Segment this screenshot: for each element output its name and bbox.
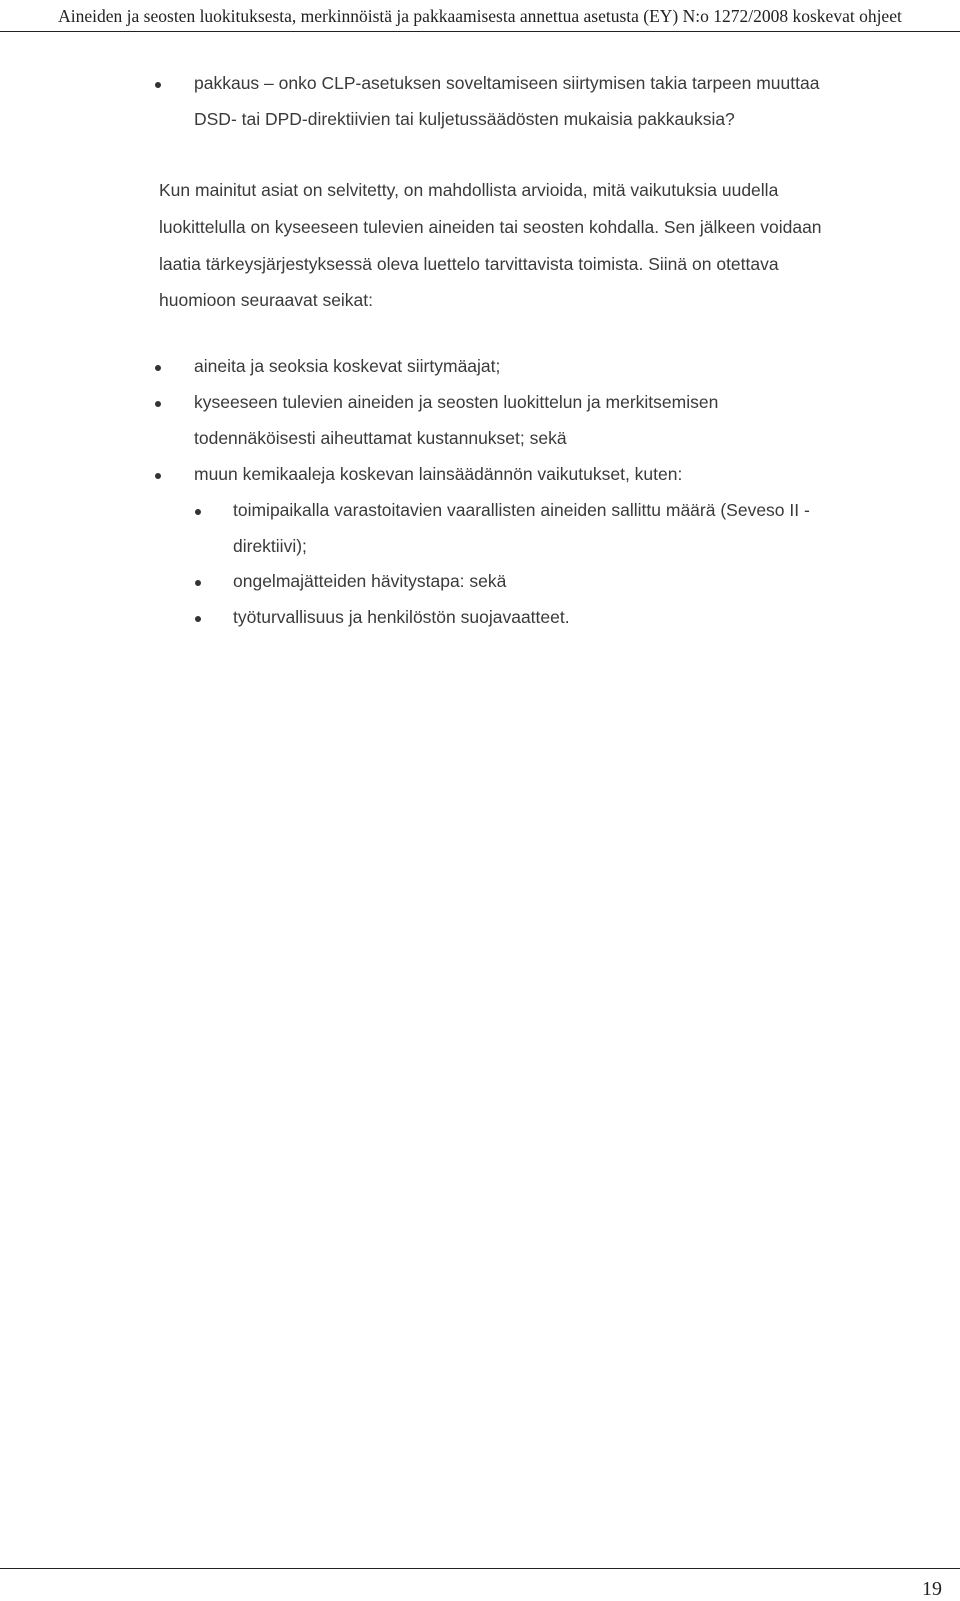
footer-divider [0,1568,960,1569]
paragraph-line: huomioon seuraavat seikat: [159,290,374,311]
list-item-other-legislation [194,456,954,492]
paragraph-line: laatia tärkeysjärjestyksessä oleva luettelo tarvittavista toimista. Siinä on otettava [159,253,779,274]
paragraph-line: Kun mainitut asiat on selvitetty, on mahdollista arvioida, mitä vaikutuksia uudella [159,180,779,200]
bullet-icon [155,365,161,371]
page-number: 19 [922,1578,942,1600]
bullet-icon [195,616,201,622]
paragraph-line: luokittelulla on kyseeseen tulevien aineiden tai seosten kohdalla. Sen jälkeen voidaan [159,216,822,237]
list-item-line: toimipaikalla varastoitavien vaarallisten aineiden sallittu määrä (Seveso II - [233,500,810,520]
sublist-item-waste [233,563,943,599]
list-item-transition-periods [194,348,954,384]
list-item-line: kyseeseen tulevien aineiden ja seosten luokittelun ja merkitsemisen [194,392,719,412]
header-divider [0,31,960,32]
list-item-line: muun kemikaaleja koskevan lainsäädännön vaikutukset, kuten: [194,464,683,484]
list-item-line: ongelmajätteiden hävitystapa: sekä [233,571,507,591]
list-item-line: todennäköisesti aiheuttamat kustannukset; sekä [194,428,567,448]
bullet-icon [195,580,201,586]
bullet-icon [155,401,161,407]
list-item-line: DSD- tai DPD-direktiivien tai kuljetussäädösten mukaisia pakkauksia? [194,109,735,129]
bullet-icon [155,82,161,88]
body-paragraph [159,172,939,319]
list-item-line: pakkaus – onko CLP-asetuksen soveltamiseen siirtymisen takia tarpeen muuttaa [194,73,820,93]
list-item-costs [194,384,954,456]
list-item-line: työturvallisuus ja henkilöstön suojavaatteet. [233,607,570,627]
sublist-item-seveso [233,492,943,564]
bullet-icon [195,509,201,515]
bullet-icon [155,473,161,479]
list-item-packaging [194,65,954,137]
list-item-line: aineita ja seoksia koskevat siirtymäajat; [194,356,501,376]
running-header: Aineiden ja seosten luokituksesta, merkinnöistä ja pakkaamisesta annettua asetusta (EY) N:o 1272/2008 koskevat ohjeet [58,6,902,26]
sublist-item-safety [233,599,943,635]
list-item-line: direktiivi); [233,536,307,556]
